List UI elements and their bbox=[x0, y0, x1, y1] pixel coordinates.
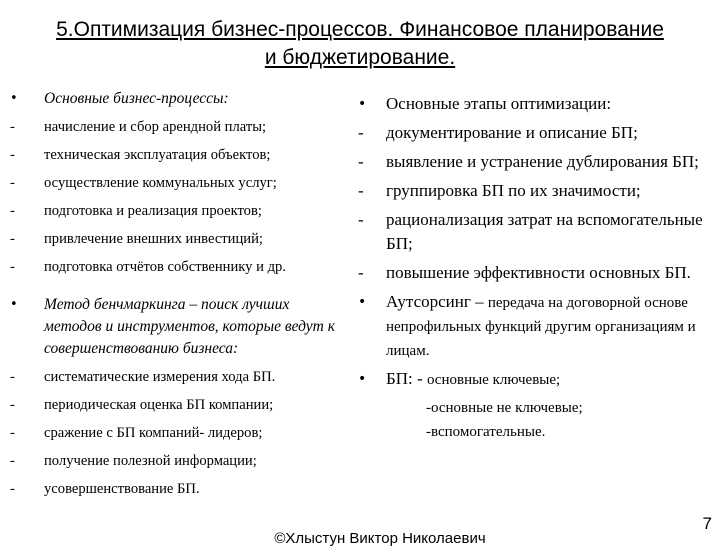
list-item-text: группировка БП по их значимости; bbox=[386, 181, 641, 200]
bp-item bbox=[356, 367, 716, 391]
list-item bbox=[8, 422, 348, 444]
list-item bbox=[8, 116, 348, 138]
list-item-text: повышение эффективности основных БП. bbox=[386, 263, 691, 282]
slide-number: 7 bbox=[702, 514, 712, 533]
list-item bbox=[8, 256, 348, 278]
bp-text bbox=[386, 367, 716, 391]
bullet-marker: • bbox=[358, 294, 367, 310]
bp-second: -основные не ключевые; bbox=[426, 400, 583, 416]
list-item-text: подготовка и реализация проектов; bbox=[44, 203, 262, 219]
outsourcing-lead: Аутсорсинг – bbox=[386, 292, 488, 311]
list-item-text: техническая эксплуатация объектов; bbox=[44, 147, 271, 163]
footer-author: ©Хлыстун Виктор Николаевич bbox=[274, 530, 486, 547]
dash-marker: - bbox=[10, 425, 15, 441]
bullet-marker: • bbox=[358, 96, 367, 112]
left-heading-1 bbox=[8, 88, 348, 110]
dash-marker: - bbox=[358, 181, 364, 200]
bp-first: основные ключевые; bbox=[426, 372, 561, 388]
list-item-text: осуществление коммунальных услуг; bbox=[44, 175, 277, 191]
dash-marker: - bbox=[10, 175, 15, 191]
dash-marker: - bbox=[10, 119, 15, 135]
dash-marker: - bbox=[358, 123, 364, 142]
left-column bbox=[8, 88, 348, 506]
heading-text: Метод бенчмаркинга – поиск лучших методов и инструментов, которые ведут к совершенствованию бизнеса: bbox=[44, 296, 335, 357]
outsourcing-item bbox=[356, 290, 716, 362]
bp-third: -вспомогательные. bbox=[426, 424, 546, 440]
dash-marker: - bbox=[10, 453, 15, 469]
right-heading-1 bbox=[356, 92, 716, 116]
dash-marker: - bbox=[10, 481, 15, 497]
left-heading-2 bbox=[8, 294, 348, 360]
list-item bbox=[8, 394, 348, 416]
list-item bbox=[8, 144, 348, 166]
list-item-text: привлечение внешних инвестиций; bbox=[44, 231, 263, 247]
dash-marker: - bbox=[358, 210, 364, 229]
list-item bbox=[356, 150, 716, 174]
bullet-marker: • bbox=[10, 91, 18, 106]
title-line-2: и бюджетирование. bbox=[264, 46, 456, 69]
list-item bbox=[8, 228, 348, 250]
list-item-text: подготовка отчётов собственнику и др. bbox=[44, 259, 286, 275]
list-item bbox=[8, 450, 348, 472]
right-column bbox=[356, 92, 716, 444]
bullet-marker: • bbox=[358, 371, 367, 387]
outsourcing-definition: передача на договорной основе непрофильных функций другим организациям и лицам. bbox=[386, 295, 696, 359]
slide-title bbox=[30, 16, 690, 72]
list-item bbox=[8, 172, 348, 194]
dash-marker: - bbox=[10, 397, 15, 413]
dash-marker: - bbox=[10, 147, 15, 163]
list-item-text: начисление и сбор арендной платы; bbox=[44, 119, 267, 135]
list-item-text: систематические измерения хода БП. bbox=[44, 369, 276, 385]
list-item bbox=[8, 366, 348, 388]
dash-marker: - bbox=[10, 259, 15, 275]
outsourcing-text bbox=[386, 290, 716, 362]
list-item-text: рационализация затрат на вспомогательные БП; bbox=[386, 210, 703, 253]
list-item-text: усовершенствование БП. bbox=[44, 481, 200, 497]
dash-marker: - bbox=[358, 152, 364, 171]
heading-text: Основные бизнес-процессы: bbox=[44, 90, 229, 107]
list-item-text: получение полезной информации; bbox=[44, 453, 257, 469]
list-item bbox=[356, 179, 716, 203]
list-item-text: выявление и устранение дублирования БП; bbox=[386, 152, 699, 171]
list-item bbox=[8, 200, 348, 222]
bp-lead: БП: - bbox=[386, 369, 427, 388]
dash-marker: - bbox=[10, 369, 15, 385]
heading-text: Основные этапы оптимизации: bbox=[386, 94, 612, 113]
list-item-text: документирование и описание БП; bbox=[386, 123, 638, 142]
list-item-text: периодическая оценка БП компании; bbox=[44, 397, 274, 413]
list-item bbox=[356, 208, 716, 256]
title-line-1: 5.Оптимизация бизнес-процессов. Финансовое планирование bbox=[56, 18, 664, 41]
dash-marker: - bbox=[10, 203, 15, 219]
list-item bbox=[356, 121, 716, 145]
dash-marker: - bbox=[358, 263, 364, 282]
list-item bbox=[8, 478, 348, 500]
dash-marker: - bbox=[10, 231, 15, 247]
list-item-text: сражение с БП компаний- лидеров; bbox=[44, 425, 263, 441]
list-item bbox=[356, 261, 716, 285]
bullet-marker: • bbox=[10, 297, 18, 312]
